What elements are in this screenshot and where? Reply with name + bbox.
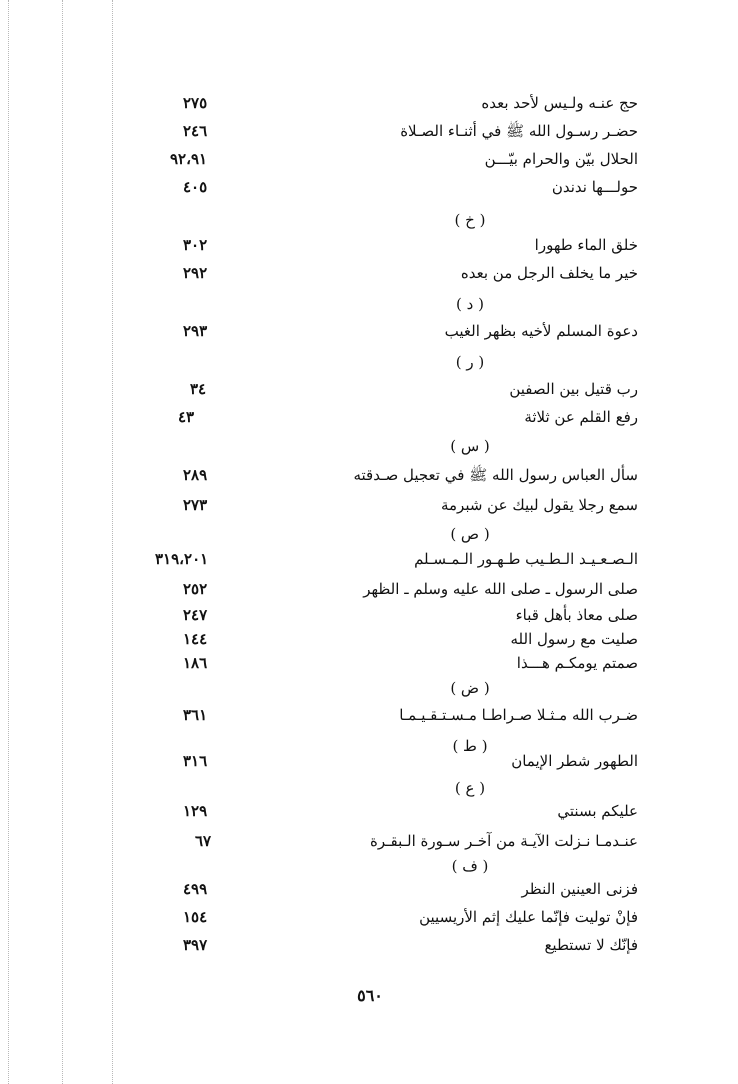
entry-pages: ٦٧: [195, 832, 212, 850]
entry-pages: ٣٩٧: [183, 936, 208, 954]
index-entry: [0, 404, 738, 430]
entry-pages: ٢٩٢: [183, 264, 208, 282]
entry-pages: ٢٤٦: [183, 122, 208, 140]
entry-text: الـصـعـيـد الـطـيب طـهـور الـمـسـلم: [414, 550, 638, 568]
entry-text: رب قتيل بين الصفين: [509, 380, 638, 398]
index-entry: [0, 932, 738, 958]
index-entry: [0, 650, 738, 676]
entry-pages: ١٤٤: [183, 630, 208, 648]
section-letter-label: ( س ): [450, 437, 490, 455]
index-entry: [0, 828, 738, 854]
index-entry: [0, 232, 738, 258]
index-entry: [0, 260, 738, 286]
index-entry: [0, 876, 738, 902]
entry-pages: ٢٩٣: [183, 322, 208, 340]
index-entry: [0, 90, 738, 116]
section-letter: [0, 776, 738, 800]
entry-text: دعوة المسلم لأخيه بظهر الغيب: [444, 322, 638, 340]
section-letter-label: ( خ ): [454, 211, 486, 229]
section-letter: [0, 292, 738, 316]
entry-text: خير ما يخلف الرجل من بعده: [460, 264, 638, 282]
entry-text: فإنْ توليت فإنّما عليك إثم الأريسيين: [419, 908, 638, 926]
index-entry: [0, 462, 738, 488]
entry-text: رفع القلم عن ثلاثة: [524, 408, 638, 426]
section-letter: [0, 434, 738, 458]
index-entry: [0, 798, 738, 824]
section-letter: [0, 522, 738, 546]
index-entry: [0, 626, 738, 652]
entry-pages: ٢٥٢: [183, 580, 208, 598]
index-entry: [0, 748, 738, 774]
entry-pages: ٣١٩،٢٠١: [155, 550, 209, 568]
entry-pages: ٢٧٣: [183, 496, 208, 514]
index-entry: [0, 904, 738, 930]
index-entry: [0, 118, 738, 144]
entry-pages: ٢٨٩: [183, 466, 208, 484]
entry-pages: ٢٧٥: [183, 94, 208, 112]
entry-text: عليكم بسنتي: [557, 802, 638, 820]
section-letter-label: ( ع ): [454, 779, 486, 797]
entry-text: عنـدمـا نـزلت الآيـة من آخـر سـورة الـبقـرة: [370, 832, 638, 850]
index-entry: [0, 702, 738, 728]
entry-pages: ٣١٦: [183, 752, 208, 770]
section-letter: [0, 208, 738, 232]
entry-text: صلى الرسول ـ صلى الله عليه وسلم ـ الظهر: [363, 580, 638, 598]
index-entry: [0, 576, 738, 602]
section-letter-label: ( ر ): [455, 353, 485, 371]
entry-text: ضـرب الله مـثـلا صـراطـا مـسـتـقـيـمـا: [399, 706, 638, 724]
index-entry: [0, 174, 738, 200]
index-entry: [0, 602, 738, 628]
section-letter-label: ( ف ): [451, 857, 489, 875]
entry-pages: ٤٠٥: [183, 178, 208, 196]
entry-pages: ١٢٩: [183, 802, 208, 820]
index-entry: [0, 546, 738, 572]
index-entry: [0, 146, 738, 172]
section-letter-label: ( ص ): [450, 525, 490, 543]
entry-pages: ١٨٦: [183, 654, 208, 672]
entry-text: سأل العباس رسول الله ﷺ في تعجيل صـدقته: [353, 466, 638, 484]
entry-text: حولـــها ندندن: [551, 178, 638, 196]
entry-text: صليت مع رسول الله: [510, 630, 638, 648]
section-letter-label: ( ض ): [450, 679, 490, 697]
entry-text: حج عنـه ولـيس لأحد بعده: [481, 94, 638, 112]
entry-text: سمع رجلا يقول لبيك عن شبرمة: [440, 496, 638, 514]
entry-pages: ٢٤٧: [183, 606, 208, 624]
entry-text: حضـر رسـول الله ﷺ في أثنـاء الصـلاة: [400, 122, 638, 140]
section-letter: [0, 854, 738, 878]
section-letter-label: ( د ): [456, 295, 484, 313]
entry-text: خلق الماء طهورا: [534, 236, 638, 254]
entry-pages: ٣٤: [190, 380, 207, 398]
entry-pages: ٤٩٩: [183, 880, 208, 898]
entry-text: صمتم يومكـم هـــذا: [516, 654, 638, 672]
entry-pages: ١٥٤: [183, 908, 208, 926]
entry-pages: ٣٦١: [183, 706, 208, 724]
entry-text: صلى معاذ بأهل قباء: [515, 606, 638, 624]
index-entry: [0, 492, 738, 518]
section-letter-label: ( ط ): [452, 737, 488, 755]
index-entry: [0, 376, 738, 402]
entry-text: فزنى العينين النظر: [521, 880, 638, 898]
entry-pages: ٩٢،٩١: [170, 150, 208, 168]
section-letter: [0, 676, 738, 700]
entry-text: الطهور شطر الإيمان: [511, 752, 638, 770]
entry-pages: ٤٣: [178, 408, 195, 426]
entry-pages: ٣٠٢: [183, 236, 208, 254]
section-letter: [0, 350, 738, 374]
index-entry: [0, 318, 738, 344]
entry-text: الحلال بيّن والحرام بيّـــن: [484, 150, 638, 168]
page-number: ٥٦٠: [357, 986, 383, 1005]
entry-text: فإنّك لا تستطيع: [544, 936, 638, 954]
